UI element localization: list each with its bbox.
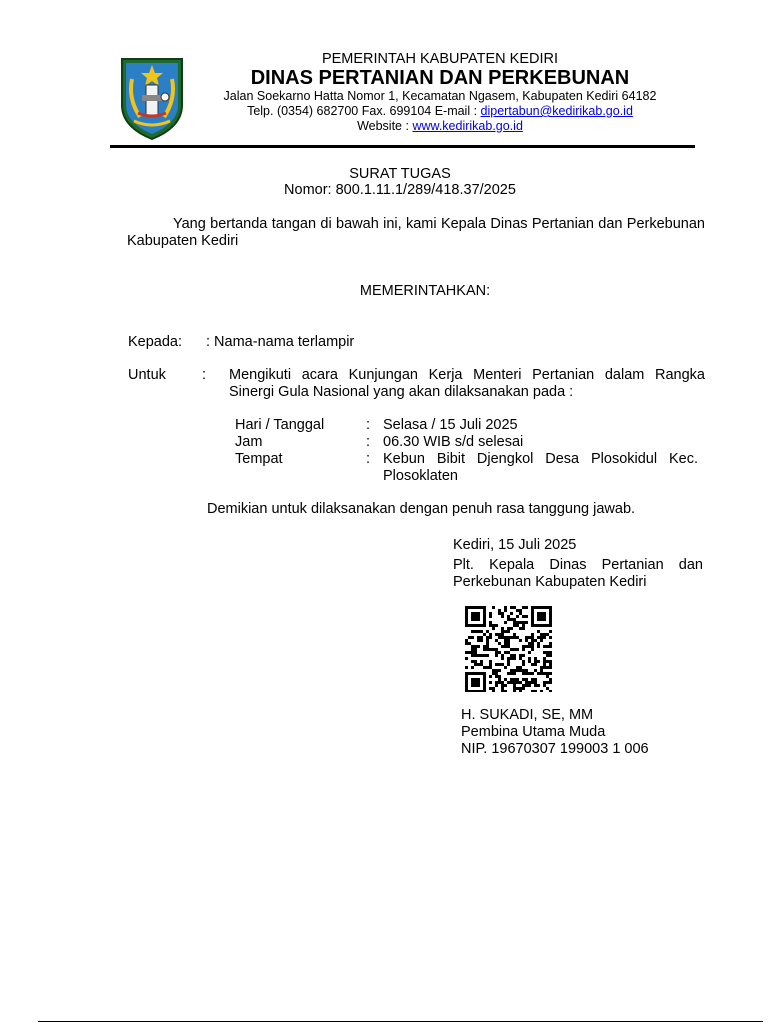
intro-paragraph: Yang bertanda tangan di bawah ini, kami Kepala Dinas Pertanian dan Perkebunan Kabupaten Kediri bbox=[127, 216, 705, 249]
untuk-colon: : bbox=[202, 367, 207, 383]
website-link[interactable]: www.kedirikab.go.id bbox=[412, 119, 523, 133]
header-website bbox=[200, 118, 680, 134]
header-contact-text: Telp. (0354) 682700 Fax. 699104 E-mail : bbox=[247, 104, 481, 118]
header-contact bbox=[200, 103, 680, 119]
detail-time-colon: : bbox=[366, 434, 371, 450]
kepada-value: : Nama-nama terlampir bbox=[206, 334, 355, 350]
kepada-label: Kepada: bbox=[128, 334, 183, 350]
page-bottom-line bbox=[38, 1021, 763, 1022]
detail-time-value: 06.30 WIB s/d selesai bbox=[383, 434, 524, 450]
header-agency: DINAS PERTANIAN DAN PERKEBUNAN bbox=[250, 67, 630, 89]
detail-day-colon: : bbox=[366, 417, 371, 433]
signatory-nip: NIP. 19670307 199003 1 006 bbox=[461, 741, 649, 757]
detail-place-label: Tempat bbox=[235, 451, 283, 467]
untuk-text: Mengikuti acara Kunjungan Kerja Menteri Pertanian dalam Rangka Sinergi Gula Nasional yang akan dilaksanakan pada : bbox=[229, 367, 705, 400]
kabupaten-kediri-emblem-icon bbox=[118, 55, 186, 141]
command-heading: MEMERINTAHKAN: bbox=[359, 283, 491, 299]
detail-place-colon: : bbox=[366, 451, 371, 467]
qr-code-icon bbox=[465, 606, 555, 692]
email-link[interactable]: dipertabun@kedirikab.go.id bbox=[480, 104, 633, 118]
header-website-text: Website : bbox=[357, 119, 413, 133]
detail-day-label: Hari / Tanggal bbox=[235, 417, 325, 433]
closing-sentence: Demikian untuk dilaksanakan dengan penuh rasa tanggung jawab. bbox=[207, 501, 636, 517]
header-divider bbox=[110, 145, 695, 148]
header-government: PEMERINTAH KABUPATEN KEDIRI bbox=[321, 51, 559, 67]
detail-place-value: Kebun Bibit Djengkol Desa Plosokidul Kec. Plosoklaten bbox=[383, 451, 698, 484]
untuk-label: Untuk bbox=[128, 367, 166, 383]
detail-day-value: Selasa / 15 Juli 2025 bbox=[383, 417, 518, 433]
signatory-rank: Pembina Utama Muda bbox=[461, 724, 606, 740]
detail-time-label: Jam bbox=[235, 434, 263, 450]
signatory-name: H. SUKADI, SE, MM bbox=[461, 707, 594, 723]
header-address: Jalan Soekarno Hatta Nomor 1, Kecamatan Ngasem, Kabupaten Kediri 64182 bbox=[223, 89, 657, 103]
document-number: Nomor: 800.1.11.1/289/418.37/2025 bbox=[284, 182, 516, 198]
signature-position: Plt. Kepala Dinas Pertanian dan Perkebunan Kabupaten Kediri bbox=[453, 557, 703, 590]
document-title: SURAT TUGAS bbox=[349, 166, 451, 182]
signature-place-date: Kediri, 15 Juli 2025 bbox=[453, 537, 577, 553]
